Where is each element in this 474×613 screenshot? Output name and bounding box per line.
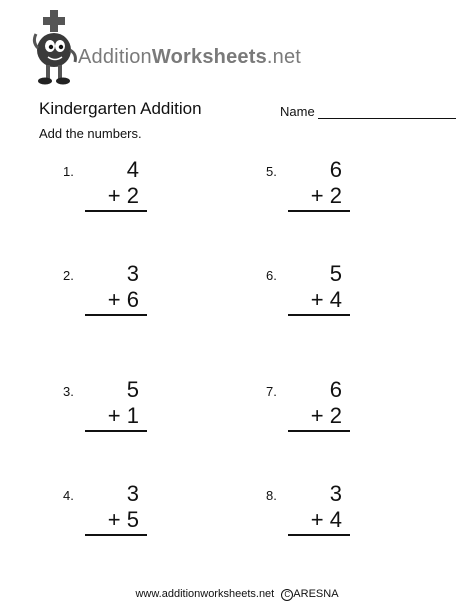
answer-line[interactable] [85, 534, 147, 536]
plus-operator: + [107, 507, 121, 532]
addend-top: 5 [329, 261, 342, 286]
addend-bottom-row [290, 404, 342, 428]
addend-bottom: 6 [126, 287, 139, 312]
answer-line[interactable] [288, 430, 350, 432]
problem-2 [63, 262, 183, 332]
addend-bottom: 5 [126, 507, 139, 532]
problem-number: 3. [63, 384, 74, 399]
addend-bottom: 1 [126, 403, 139, 428]
addend-bottom: 4 [329, 287, 342, 312]
answer-line[interactable] [85, 430, 147, 432]
brand-name-suffix: .net [266, 46, 302, 68]
addend-bottom-row [87, 508, 139, 532]
plus-operator: + [107, 403, 121, 428]
addend-bottom-row [87, 404, 139, 428]
brand-name-regular: Addition [78, 46, 152, 68]
plus-operator: + [310, 183, 324, 208]
footer [0, 588, 474, 601]
addend-top: 6 [329, 157, 342, 182]
problem-number: 6. [266, 268, 277, 283]
addend-bottom-row [87, 288, 139, 312]
plus-operator: + [310, 287, 324, 312]
brand-name [78, 46, 301, 69]
problem-1 [63, 158, 183, 228]
addend-top: 3 [329, 481, 342, 506]
addend-top: 4 [126, 157, 139, 182]
problem-3 [63, 378, 183, 448]
problem-number: 5. [266, 164, 277, 179]
plus-operator: + [310, 507, 324, 532]
problem-4 [63, 482, 183, 552]
addend-bottom: 2 [126, 183, 139, 208]
addend-top: 3 [126, 261, 139, 286]
answer-line[interactable] [85, 314, 147, 316]
problem-5 [266, 158, 386, 228]
problem-7 [266, 378, 386, 448]
answer-line[interactable] [288, 210, 350, 212]
answer-line[interactable] [288, 534, 350, 536]
brand-name-bold: Worksheets [151, 46, 267, 68]
addend-bottom-row [290, 184, 342, 208]
name-field-line[interactable] [318, 118, 456, 119]
instructions: Add the numbers. [39, 126, 142, 141]
plus-operator: + [107, 183, 121, 208]
addend-top: 6 [329, 377, 342, 402]
addend-bottom-row [290, 508, 342, 532]
addend-bottom-row [87, 184, 139, 208]
addend-top: 3 [126, 481, 139, 506]
addend-bottom: 2 [329, 403, 342, 428]
name-label: Name [280, 104, 315, 119]
plus-operator: + [107, 287, 121, 312]
addend-bottom: 2 [329, 183, 342, 208]
worksheet-title: Kindergarten Addition [39, 99, 202, 118]
problem-number: 7. [266, 384, 277, 399]
answer-line[interactable] [85, 210, 147, 212]
footer-owner: ARESNA [293, 588, 339, 600]
answer-line[interactable] [288, 314, 350, 316]
problem-8 [266, 482, 386, 552]
copyright-icon: C [281, 589, 293, 601]
plus-mascot-icon [30, 8, 80, 86]
footer-url[interactable]: www.additionworksheets.net [135, 588, 275, 600]
problem-6 [266, 262, 386, 332]
addend-bottom-row [290, 288, 342, 312]
problem-number: 8. [266, 488, 277, 503]
problem-number: 4. [63, 488, 74, 503]
problem-number: 1. [63, 164, 74, 179]
plus-operator: + [310, 403, 324, 428]
site-logo [30, 8, 302, 88]
addend-top: 5 [126, 377, 139, 402]
addend-bottom: 4 [329, 507, 342, 532]
problem-number: 2. [63, 268, 74, 283]
